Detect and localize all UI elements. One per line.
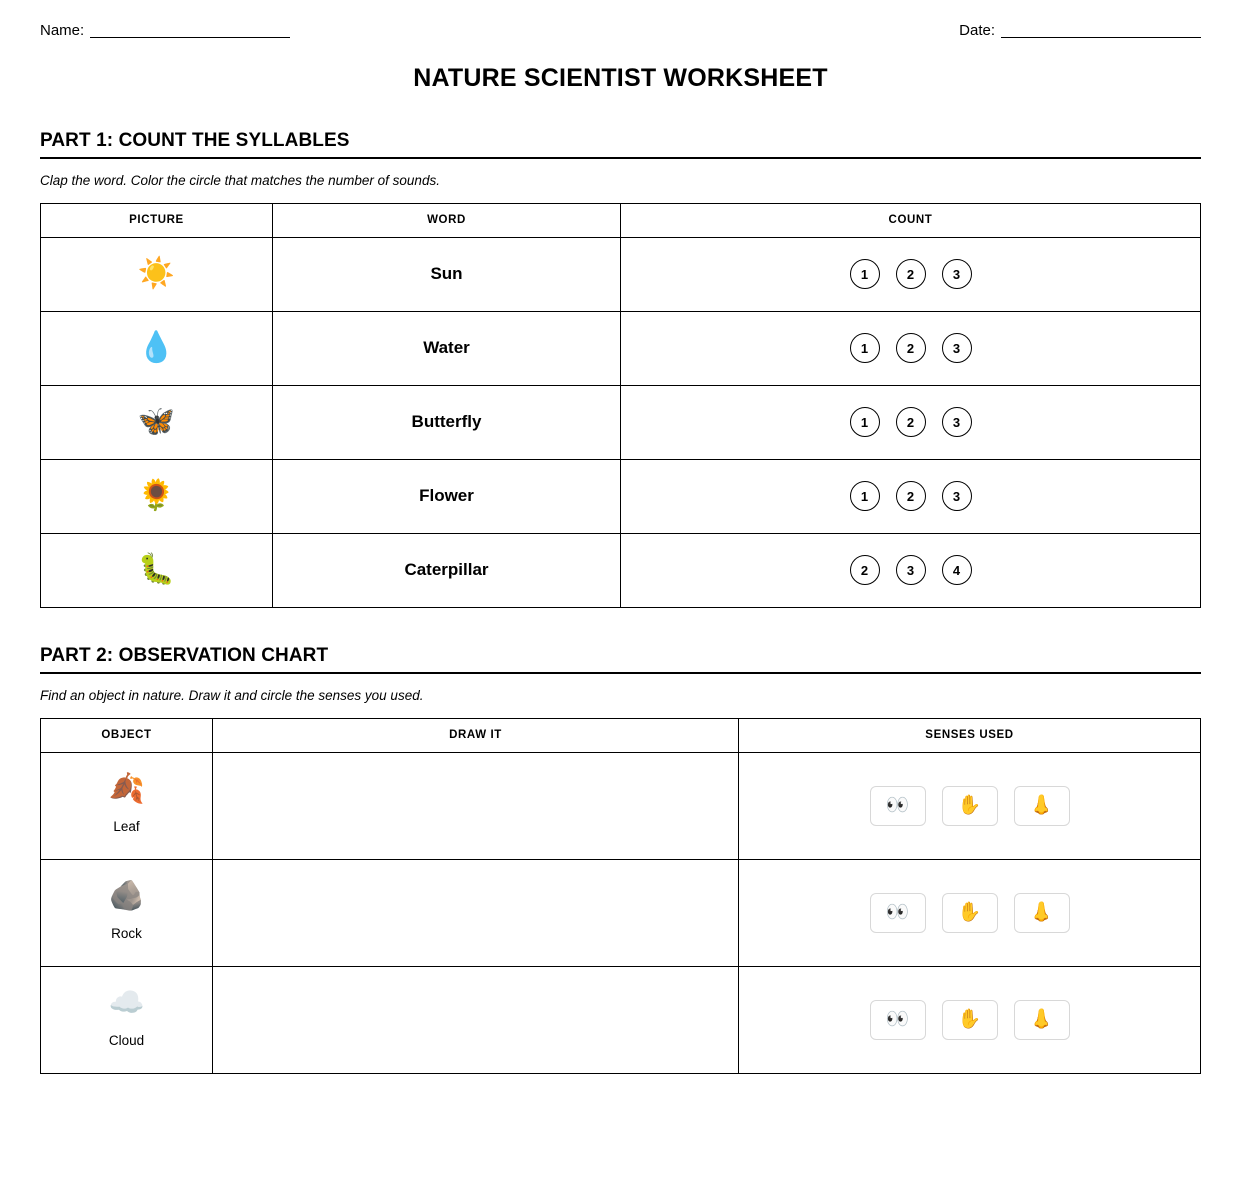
- count-cell: [621, 311, 1201, 385]
- date-label: Date:: [959, 22, 995, 39]
- eyes-icon: 👀: [885, 795, 910, 817]
- sense-option-eyes[interactable]: [870, 893, 926, 933]
- name-field[interactable]: [40, 23, 290, 38]
- table-row: [41, 859, 1201, 966]
- nose-icon: 👃: [1029, 902, 1054, 924]
- nose-icon: 👃: [1029, 795, 1054, 817]
- part-1-heading: PART 1: COUNT THE SYLLABLES: [40, 130, 1201, 160]
- count-option-circle[interactable]: 1: [850, 481, 880, 511]
- senses-used-cell: [739, 752, 1201, 859]
- count-cell: [621, 533, 1201, 607]
- count-option-circle[interactable]: 2: [896, 481, 926, 511]
- name-label: Name:: [40, 22, 85, 39]
- count-option-circle[interactable]: 2: [896, 407, 926, 437]
- object-cell: [41, 966, 213, 1073]
- count-option-circle[interactable]: 1: [850, 333, 880, 363]
- water-droplet-icon: 💧: [137, 331, 176, 365]
- eyes-icon: 👀: [885, 902, 910, 924]
- sense-option-eyes[interactable]: [870, 786, 926, 826]
- count-option-circle[interactable]: 1: [850, 407, 880, 437]
- draw-it-cell[interactable]: [213, 966, 739, 1073]
- object-label: Leaf: [113, 819, 140, 835]
- picture-cell: [41, 533, 273, 607]
- word-cell: Butterfly: [273, 385, 621, 459]
- count-option-group: [621, 407, 1200, 437]
- table-row: [41, 966, 1201, 1073]
- count-option-circle[interactable]: 3: [942, 481, 972, 511]
- draw-it-cell[interactable]: [213, 859, 739, 966]
- column-header-draw-it: DRAW IT: [213, 718, 739, 752]
- table-row: [41, 237, 1201, 311]
- sense-option-group: [739, 893, 1200, 933]
- picture-cell: [41, 385, 273, 459]
- count-option-circle[interactable]: 3: [942, 259, 972, 289]
- object-label: Cloud: [108, 1033, 145, 1049]
- word-cell: Sun: [273, 237, 621, 311]
- caterpillar-icon: 🐛: [137, 553, 176, 587]
- part-2-heading: PART 2: OBSERVATION CHART: [40, 645, 1201, 675]
- worksheet-meta-row: [40, 0, 1201, 38]
- sun-icon: ☀️: [137, 257, 176, 291]
- observation-table: [40, 718, 1201, 1074]
- count-option-circle[interactable]: 3: [942, 333, 972, 363]
- word-cell: Flower: [273, 459, 621, 533]
- raised-hand-icon: ✋: [957, 795, 982, 817]
- table-row: [41, 459, 1201, 533]
- word-cell: Water: [273, 311, 621, 385]
- part-1-instruction: Clap the word. Color the circle that matches the number of sounds.: [40, 173, 440, 189]
- sense-option-raised-hand[interactable]: [942, 786, 998, 826]
- count-option-circle[interactable]: 2: [850, 555, 880, 585]
- date-field[interactable]: [959, 23, 1201, 38]
- page-title: NATURE SCIENTIST WORKSHEET: [413, 64, 828, 92]
- eyes-icon: 👀: [885, 1009, 910, 1031]
- name-write-line[interactable]: [90, 25, 290, 38]
- count-option-circle[interactable]: 4: [942, 555, 972, 585]
- column-header-word: WORD: [273, 203, 621, 237]
- table-row: [41, 311, 1201, 385]
- count-option-circle[interactable]: 2: [896, 259, 926, 289]
- sense-option-group: [739, 786, 1200, 826]
- word-cell: Caterpillar: [273, 533, 621, 607]
- count-option-group: [621, 333, 1200, 363]
- count-option-circle[interactable]: 2: [896, 333, 926, 363]
- syllable-table-header-row: [41, 203, 1201, 237]
- sense-option-raised-hand[interactable]: [942, 1000, 998, 1040]
- object-cell: [41, 859, 213, 966]
- object-label: Rock: [111, 926, 142, 942]
- count-option-group: [621, 555, 1200, 585]
- table-row: [41, 752, 1201, 859]
- count-option-group: [621, 259, 1200, 289]
- part-1-section: [40, 130, 1201, 608]
- nose-icon: 👃: [1029, 1009, 1054, 1031]
- fallen-leaf-icon: 🍂: [108, 773, 145, 806]
- sense-option-raised-hand[interactable]: [942, 893, 998, 933]
- senses-used-cell: [739, 966, 1201, 1073]
- count-option-group: [621, 481, 1200, 511]
- draw-it-cell[interactable]: [213, 752, 739, 859]
- sense-option-nose[interactable]: [1014, 1000, 1070, 1040]
- sense-option-group: [739, 1000, 1200, 1040]
- picture-cell: [41, 459, 273, 533]
- count-cell: [621, 385, 1201, 459]
- part-2-instruction: Find an object in nature. Draw it and circle the senses you used.: [40, 688, 424, 704]
- column-header-senses-used: SENSES USED: [739, 718, 1201, 752]
- raised-hand-icon: ✋: [957, 1009, 982, 1031]
- senses-used-cell: [739, 859, 1201, 966]
- sunflower-icon: 🌻: [137, 479, 176, 513]
- column-header-picture: PICTURE: [41, 203, 273, 237]
- table-row: [41, 533, 1201, 607]
- syllable-table: [40, 203, 1201, 608]
- part-2-section: [40, 645, 1201, 1074]
- sense-option-nose[interactable]: [1014, 893, 1070, 933]
- count-cell: [621, 237, 1201, 311]
- sense-option-nose[interactable]: [1014, 786, 1070, 826]
- observation-table-header-row: [41, 718, 1201, 752]
- raised-hand-icon: ✋: [957, 902, 982, 924]
- picture-cell: [41, 237, 273, 311]
- date-write-line[interactable]: [1001, 25, 1201, 38]
- cloud-icon: ☁️: [108, 987, 145, 1020]
- count-option-circle[interactable]: 1: [850, 259, 880, 289]
- rock-icon: 🪨: [108, 880, 145, 913]
- count-cell: [621, 459, 1201, 533]
- picture-cell: [41, 311, 273, 385]
- table-row: [41, 385, 1201, 459]
- sense-option-eyes[interactable]: [870, 1000, 926, 1040]
- object-cell: [41, 752, 213, 859]
- count-option-circle[interactable]: 3: [942, 407, 972, 437]
- column-header-count: COUNT: [621, 203, 1201, 237]
- butterfly-icon: 🦋: [137, 405, 176, 439]
- count-option-circle[interactable]: 3: [896, 555, 926, 585]
- column-header-object: OBJECT: [41, 718, 213, 752]
